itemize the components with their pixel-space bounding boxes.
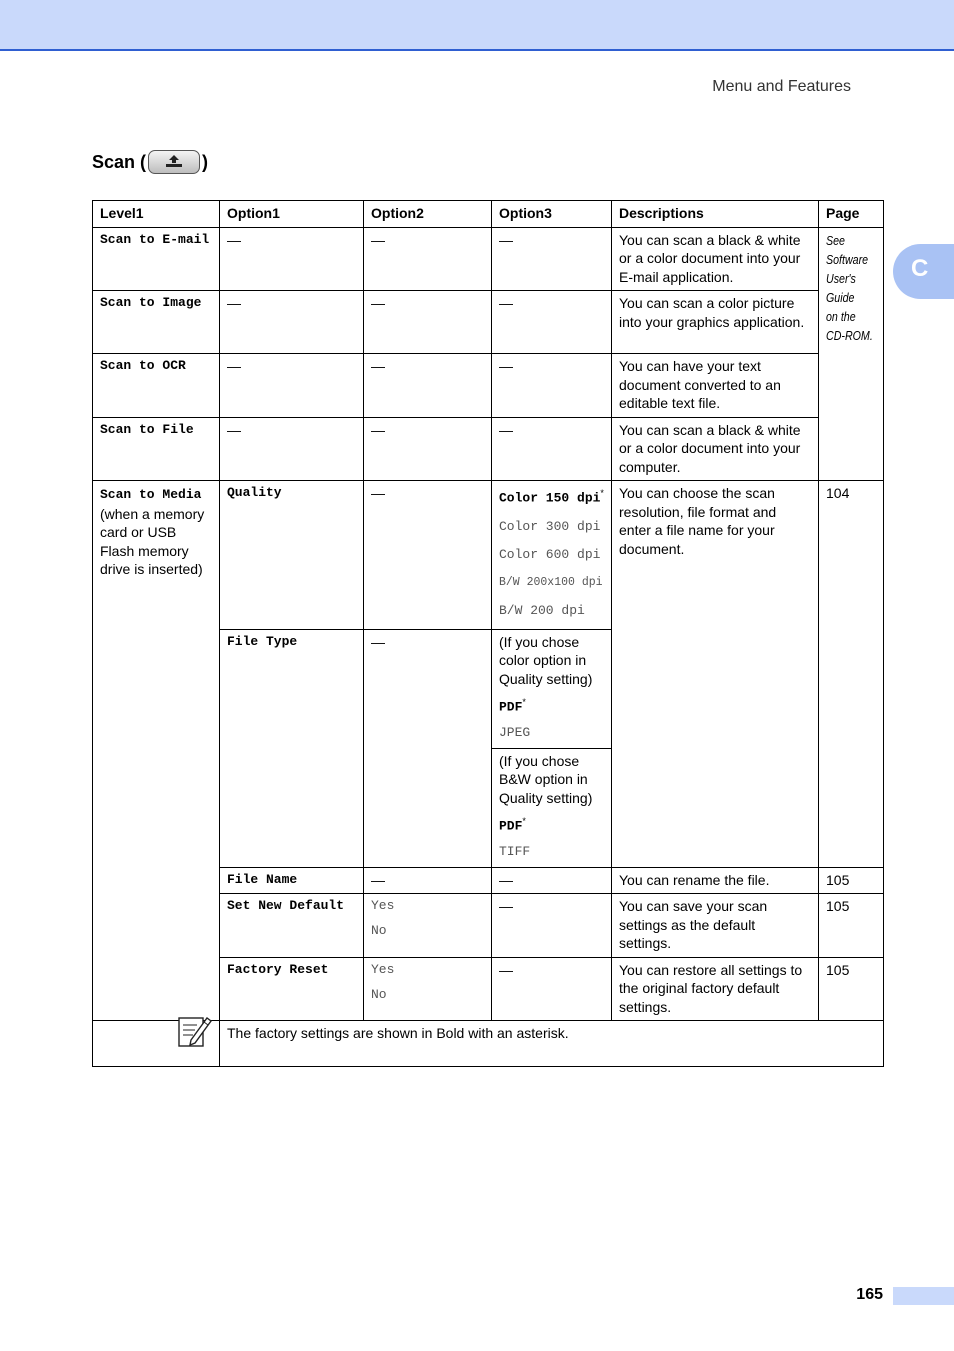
table-row: [93, 291, 884, 354]
table-row: [93, 227, 884, 291]
running-title: Menu and Features: [712, 78, 851, 95]
option2-cell: —: [364, 629, 492, 867]
level1-cell: Scan to File: [93, 417, 220, 481]
page-cell: 105: [819, 894, 884, 958]
option2-set-new-default: [364, 894, 492, 958]
header-option2: Option2: [364, 201, 492, 228]
note-pencil-icon: [177, 1014, 213, 1048]
quality-option-default: Color 150 dpi*: [499, 488, 604, 506]
quality-option: Color 600 dpi: [499, 546, 601, 562]
file-type-color-note: (If you chose color option in Quality setting): [499, 633, 593, 687]
note-text: The factory settings are shown in Bold with an asterisk.: [220, 1021, 884, 1067]
see-reference-text: See Software User's Guide on the CD-ROM.: [826, 232, 873, 343]
level1-cell: Scan to E-mail: [93, 227, 220, 291]
option1-quality: Quality: [220, 481, 364, 630]
description-cell: You can restore all settings to the original factory default settings.: [612, 957, 819, 1021]
file-type-option-default: PDF*: [499, 697, 526, 715]
section-title: [92, 150, 208, 174]
option1-cell: —: [220, 227, 364, 291]
file-type-option-default: PDF*: [499, 816, 526, 834]
factory-reset-option: Yes: [371, 961, 395, 977]
option3-cell: —: [492, 227, 612, 291]
file-type-option: TIFF: [499, 843, 531, 859]
level1-media-cell: [93, 481, 220, 1021]
table-header-row: [93, 201, 884, 228]
file-type-option: JPEG: [499, 724, 531, 740]
table-row: [93, 417, 884, 481]
option1-cell: —: [220, 291, 364, 354]
page-see-reference: [819, 227, 884, 481]
top-band: [0, 0, 954, 51]
option3-cell: —: [492, 291, 612, 354]
header-option3: Option3: [492, 201, 612, 228]
option2-cell: —: [364, 291, 492, 354]
option3-file-type-color: [492, 629, 612, 748]
section-title-suffix: ): [202, 151, 209, 172]
factory-reset-option: No: [371, 986, 387, 1002]
description-cell: You can save your scan settings as the default settings.: [612, 894, 819, 958]
level1-media-label: Scan to Media: [100, 487, 202, 502]
option3-cell: —: [492, 354, 612, 418]
header-option1: Option1: [220, 201, 364, 228]
description-cell: You can scan a black & white or a color document into your computer.: [612, 417, 819, 481]
description-cell: You can scan a black & white or a color document into your E-mail application.: [612, 227, 819, 291]
option1-factory-reset: Factory Reset: [220, 957, 364, 1021]
page-cell: 105: [819, 957, 884, 1021]
file-type-bw-note: (If you chose B&W option in Quality setting): [499, 752, 593, 806]
option2-factory-reset: [364, 957, 492, 1021]
level1-cell: Scan to Image: [93, 291, 220, 354]
chapter-tab: [893, 244, 954, 299]
description-cell: You can have your text document converted to an editable text file.: [612, 354, 819, 418]
table-row: [93, 481, 884, 630]
scan-key-icon: [148, 150, 200, 174]
description-cell: You can scan a color picture into your graphics application.: [612, 291, 819, 354]
level1-cell: Scan to OCR: [93, 354, 220, 418]
option1-file-name: File Name: [220, 867, 364, 894]
set-new-default-option: No: [371, 923, 387, 939]
page-cell: 104: [819, 481, 884, 868]
page-cell: 105: [819, 867, 884, 894]
option3-cell: —: [492, 894, 612, 958]
header-level1: Level1: [93, 201, 220, 228]
description-cell: You can rename the file.: [612, 867, 819, 894]
level1-media-note: (when a memory card or USB Flash memory drive is inserted): [100, 505, 205, 577]
option2-cell: —: [364, 867, 492, 894]
quality-option: Color 300 dpi: [499, 518, 601, 534]
option2-cell: —: [364, 481, 492, 630]
header-descriptions: Descriptions: [612, 201, 819, 228]
page-number: 165: [856, 1286, 883, 1303]
header-page: Page: [819, 201, 884, 228]
quality-option: B/W 200 dpi: [499, 602, 585, 618]
set-new-default-option: Yes: [371, 898, 395, 914]
option3-file-type-bw: [492, 748, 612, 867]
option3-cell: —: [492, 867, 612, 894]
table-row: [93, 354, 884, 418]
option2-cell: —: [364, 354, 492, 418]
option3-cell: —: [492, 417, 612, 481]
option1-cell: —: [220, 354, 364, 418]
option1-set-new-default: Set New Default: [220, 894, 364, 958]
option2-cell: —: [364, 227, 492, 291]
option1-cell: —: [220, 417, 364, 481]
quality-option: B/W 200x100 dpi: [499, 575, 603, 589]
page-number-tab: [893, 1287, 954, 1305]
description-cell: You can choose the scan resolution, file format and enter a file name for your document.: [612, 481, 819, 868]
section-title-prefix: Scan (: [92, 151, 147, 172]
chapter-tab-letter: C: [911, 255, 929, 282]
scan-menu-table: [92, 200, 884, 1067]
option3-cell: —: [492, 957, 612, 1021]
option3-quality-options: [492, 481, 612, 630]
option2-cell: —: [364, 417, 492, 481]
option1-file-type: File Type: [220, 629, 364, 867]
